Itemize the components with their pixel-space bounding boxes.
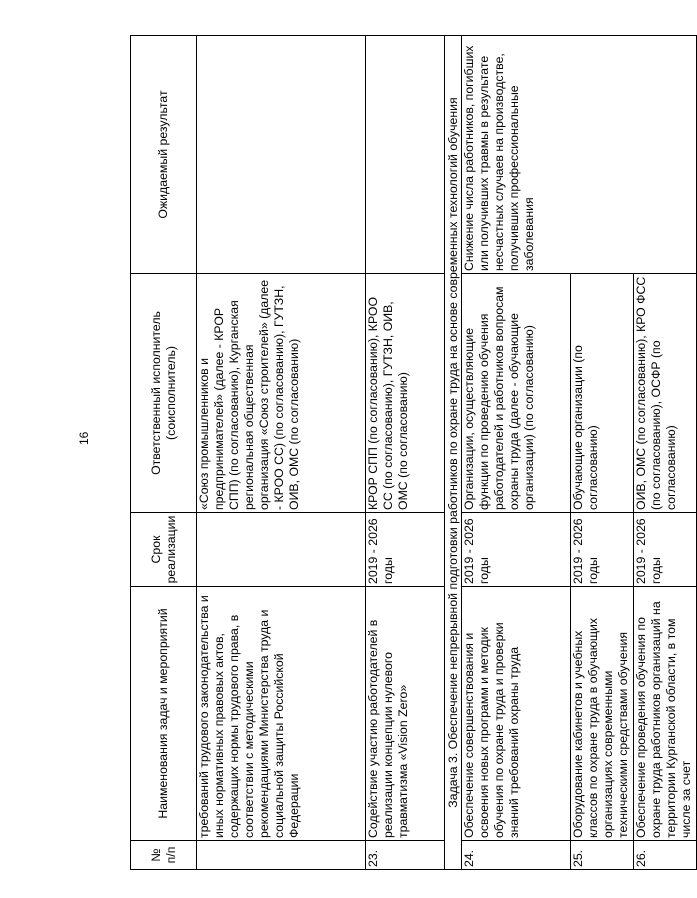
row-name: Обеспечение совершенствования и освоения новых программ и методик обучения по охране труда и проверки знаний требований охраны труда xyxy=(462,587,571,841)
header-term: Срок реализации xyxy=(131,513,197,587)
row-result xyxy=(366,36,445,274)
task-row xyxy=(445,36,462,870)
row-number xyxy=(197,841,366,870)
page-number: 16 xyxy=(77,431,91,445)
row-executor: Обучающие организации (по согласованию) xyxy=(571,274,634,513)
table-header-row xyxy=(131,36,197,870)
row-term: 2019 - 2026 годы xyxy=(634,513,697,587)
rotated-table-container xyxy=(130,36,693,870)
table-row xyxy=(366,36,445,870)
header-result: Ожидаемый результат xyxy=(131,36,197,274)
header-number: № п/п xyxy=(131,841,197,870)
row-name: Содействие участию работодателей в реализации концепции нулевого травматизма «Vision Zero» xyxy=(366,587,445,841)
task-3-heading: Задача 3. Обеспечение непрерывной подготовки работников по охране труда на основе современных технологий обучения xyxy=(445,36,462,870)
row-name: Оборудование кабинетов и учебных классов по охране труда в обучающих организациях современными техническими средствами обучения xyxy=(571,587,634,841)
row-number: 23. xyxy=(366,841,445,870)
row-name: требований трудового законодательства и иных нормативных правовых актов, содержащих нормы трудового права, в соответствии с методическими рекомендациями Министерства труда и социальной защиты Российской Федерации xyxy=(197,587,366,841)
table-row xyxy=(197,36,366,870)
row-executor: ОИВ, ОМС (по согласованию), КРО ФСС (по согласованию), ОСФР (по согласованию) xyxy=(634,274,697,513)
row-term: 2019 - 2026 годы xyxy=(571,513,634,587)
measures-table xyxy=(130,35,697,870)
row-executor: «Союз промышленников и предпринимателей» (далее - КРОР СПП) (по согласованию), Курганская региональная общественная организация «Союз строителей» (далее - КРОО СС) (по согласованию), ГУТЗН, ОИВ, ОМС (по согласованию) xyxy=(197,274,366,513)
header-name: Наименования задач и мероприятий xyxy=(131,587,197,841)
row-number: 25. xyxy=(571,841,634,870)
row-result xyxy=(197,36,366,274)
row-term: 2019 - 2026 годы xyxy=(366,513,445,587)
row-name: Обеспечение проведения обучения по охране труда работников организаций на территории Курганской области, в том числе за счет xyxy=(634,587,697,841)
row-number: 26. xyxy=(634,841,697,870)
row-term: 2019 - 2026 годы xyxy=(462,513,571,587)
row-executor: Организации, осуществляющие функции по проведению обучения работодателей и работников вопросам охраны труда (далее - обучающие организации) (по согласованию) xyxy=(462,274,571,513)
row-term xyxy=(197,513,366,587)
row-number: 24. xyxy=(462,841,571,870)
table-row xyxy=(462,36,571,870)
row-executor: КРОР СПП (по согласованию), КРОО СС (по согласованию), ГУТЗН, ОИВ, ОМС (по согласованию) xyxy=(366,274,445,513)
row-result: Снижение числа работников, погибших или получивших травмы в результате несчастных случаев на производстве, получивших профессиональные заболевания xyxy=(462,36,697,274)
header-executor: Ответственный исполнитель (соисполнитель) xyxy=(131,274,197,513)
